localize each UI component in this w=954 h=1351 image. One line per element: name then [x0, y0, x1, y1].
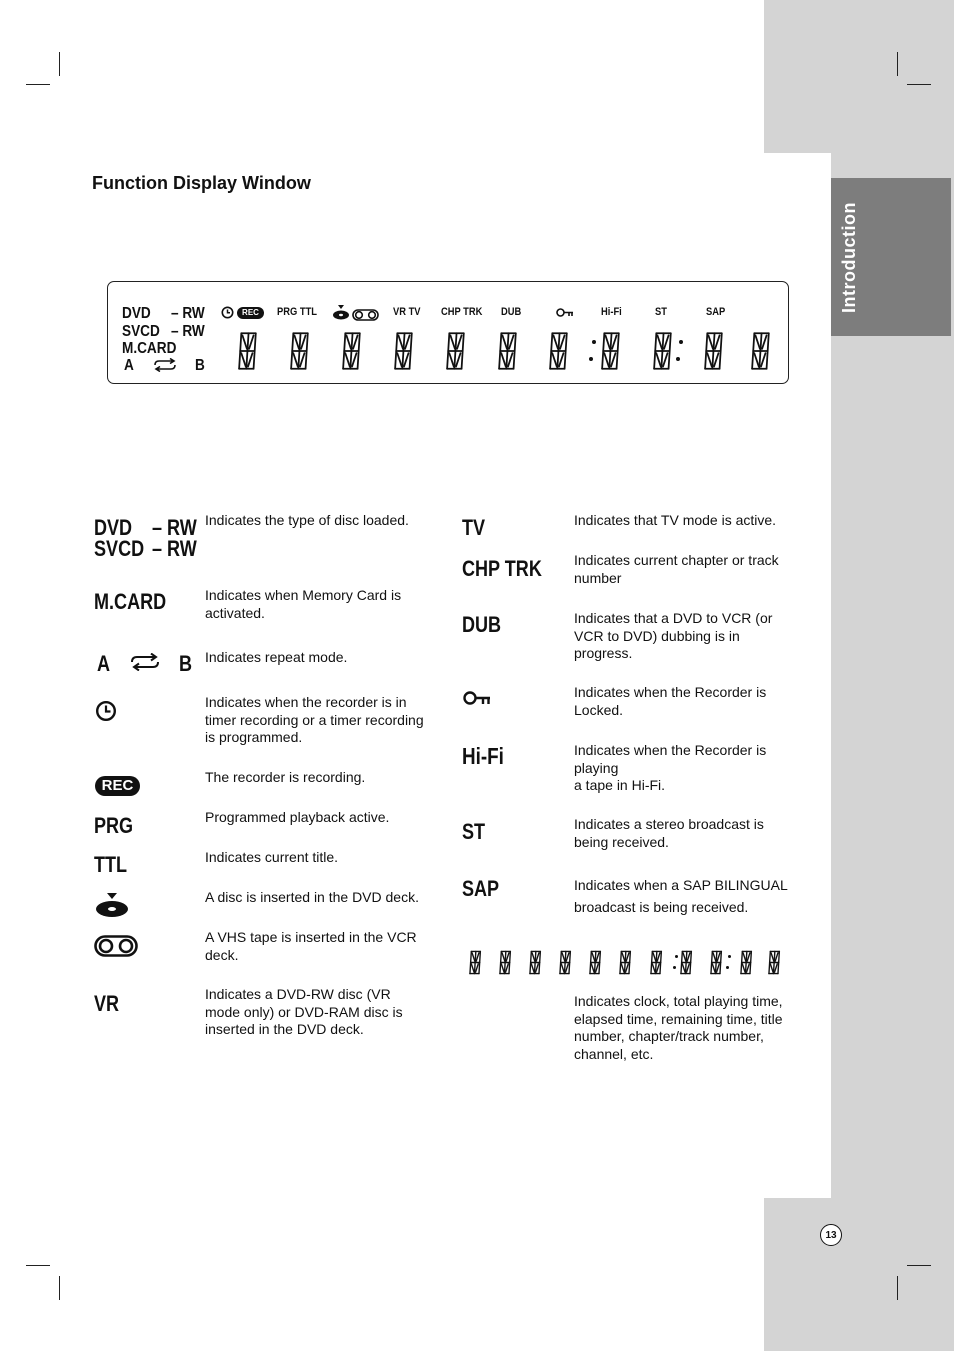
segment-digit: [235, 331, 261, 371]
legend-prg-label: PRG: [94, 813, 134, 838]
legend-b-label: B: [179, 651, 193, 676]
vhs-tape-icon: [94, 935, 138, 957]
segment-digit: [467, 950, 484, 975]
legend-mcard-desc: Indicates when Memory Card is activated.: [205, 587, 402, 621]
segment-digit: [557, 950, 574, 975]
legend-dvd-label: DVD: [94, 515, 133, 540]
legend-chp-trk-label: CHP TRK: [462, 556, 542, 581]
legend-sap-label: SAP: [462, 876, 500, 901]
legend-sap-desc: Indicates when a SAP BILINGUAL broadcast is being received.: [574, 877, 788, 915]
legend-clock-desc: Indicates when the recorder is in timer recording or a timer recording is programmed.: [205, 694, 424, 745]
side-band-bottom: [764, 1198, 954, 1351]
display-sap-label: SAP: [706, 306, 726, 318]
display-a-label: A: [124, 357, 134, 374]
key-icon: [463, 689, 491, 707]
display-chp-trk-label: CHP TRK: [441, 306, 483, 318]
legend-ttl-label: TTL: [94, 852, 128, 877]
segment-digit: [650, 331, 676, 371]
legend-dvd-desc: Indicates the type of disc loaded.: [205, 512, 409, 528]
segment-digit: [339, 331, 365, 371]
segment-digit: [708, 950, 725, 975]
legend-ttl-desc: Indicates current title.: [205, 849, 339, 865]
display-hifi-label: Hi-Fi: [601, 306, 622, 318]
crop-mark: [59, 1276, 60, 1300]
segment-digit: [391, 331, 417, 371]
page-number: 13: [820, 1224, 842, 1246]
crop-mark: [897, 1276, 898, 1300]
segment-digit: [648, 950, 665, 975]
segment-digit: [598, 331, 624, 371]
legend-rec-desc: The recorder is recording.: [205, 769, 366, 785]
clock-icon: [95, 700, 117, 722]
segment-digit: [587, 950, 604, 975]
segment-colon-dot: [673, 966, 676, 969]
crop-mark: [59, 52, 60, 76]
legend-hifi-desc: Indicates when the Recorder is playing a tape in Hi-Fi.: [574, 742, 767, 793]
segment-digit: [748, 331, 774, 371]
segment-digit: [527, 950, 544, 975]
segment-digit: [766, 950, 783, 975]
legend-chp-trk-desc: Indicates current chapter or track number: [574, 552, 779, 586]
segment-digit: [495, 331, 521, 371]
segment-digit: [497, 950, 514, 975]
segment-colon-dot: [728, 955, 731, 958]
display-prg-ttl-label: PRG TTL: [277, 306, 318, 318]
segment-digit: [738, 950, 755, 975]
legend-vr-label: VR: [94, 991, 120, 1016]
crop-mark: [907, 84, 931, 85]
disc-icon: [95, 893, 129, 919]
legend-repeat-desc: Indicates repeat mode.: [205, 649, 348, 665]
legend-vr-desc: Indicates a DVD-RW disc (VR mode only) or DVD-RAM disc is inserted in the DVD deck.: [205, 986, 403, 1037]
segment-colon-dot: [675, 955, 678, 958]
legend-svcd-rw-label: – RW: [152, 536, 197, 561]
legend-segment-desc: Indicates clock, total playing time, elapsed time, remaining time, title number, chapter/track number, channel, etc.: [574, 993, 783, 1062]
display-disc-tape-icon: [332, 305, 380, 321]
legend-mcard-label: M.CARD: [94, 589, 167, 614]
display-dvd-label: DVD: [122, 305, 151, 322]
legend-prg-desc: Programmed playback active.: [205, 809, 390, 825]
legend-key-desc: Indicates when the Recorder is Locked.: [574, 684, 767, 718]
display-key-icon: [556, 307, 574, 318]
display-dub-label: DUB: [501, 306, 522, 318]
display-svcd-label: SVCD: [122, 323, 160, 340]
segment-digit: [443, 331, 469, 371]
page-title: Function Display Window: [92, 173, 311, 193]
legend-dvd-rw-label: – RW: [152, 515, 197, 540]
legend-st-desc: Indicates a stereo broadcast is being received.: [574, 816, 764, 850]
side-band-top: [764, 0, 954, 153]
legend-disc-desc: A disc is inserted in the DVD deck.: [205, 889, 419, 905]
segment-digit: [678, 950, 695, 975]
display-repeat-icon: [151, 358, 179, 372]
legend-st-label: ST: [462, 819, 486, 844]
repeat-icon: [128, 653, 162, 671]
display-st-label: ST: [655, 306, 667, 318]
segment-colon-dot: [592, 340, 596, 344]
display-svcd-rw-label: – RW: [171, 323, 205, 340]
section-tab-label: Introduction: [838, 201, 859, 313]
legend-tv-label: TV: [462, 515, 486, 540]
segment-colon-dot: [676, 357, 680, 361]
segment-digit: [546, 331, 572, 371]
legend-tape-desc: A VHS tape is inserted in the VCR deck.: [205, 929, 417, 963]
display-vr-tv-label: VR TV: [393, 306, 421, 318]
segment-colon-dot: [589, 357, 593, 361]
legend-svcd-label: SVCD: [94, 536, 145, 561]
display-b-label: B: [195, 357, 205, 374]
legend-dub-desc: Indicates that a DVD to VCR (or VCR to DVD) dubbing is in progress.: [574, 610, 773, 661]
crop-mark: [907, 1265, 931, 1266]
segment-digit: [287, 331, 313, 371]
legend-hifi-label: Hi-Fi: [462, 743, 504, 769]
segment-digit: [701, 331, 727, 371]
crop-mark: [26, 1265, 50, 1266]
crop-mark: [26, 84, 50, 85]
legend-a-label: A: [97, 651, 111, 676]
display-mcard-label: M.CARD: [122, 340, 177, 357]
legend-rec-label: REC: [95, 776, 140, 796]
segment-colon-dot: [726, 966, 729, 969]
display-clock-icon: [221, 306, 234, 319]
display-dvd-rw-label: – RW: [171, 305, 205, 322]
crop-mark: [897, 52, 898, 76]
segment-digit: [617, 950, 634, 975]
segment-colon-dot: [679, 340, 683, 344]
legend-tv-desc: Indicates that TV mode is active.: [574, 512, 777, 528]
legend-dub-label: DUB: [462, 612, 502, 637]
display-rec-indicator: REC: [237, 307, 264, 319]
